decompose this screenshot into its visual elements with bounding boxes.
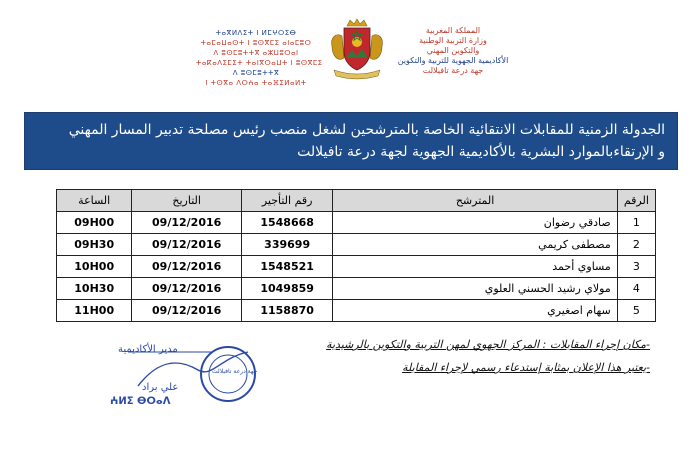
- cell-name: سهام اصغيري: [333, 300, 617, 322]
- table-header-row: [57, 190, 656, 212]
- arabic-header-line: والتكوين المهني: [426, 46, 480, 55]
- cell-date: 09/12/2016: [132, 212, 242, 234]
- tifinagh-header: [196, 28, 323, 88]
- cell-num: 1: [617, 212, 655, 234]
- arabic-header-line: وزارة التربية الوطنية: [419, 36, 487, 45]
- header-date: التاريخ: [132, 190, 242, 212]
- tifinagh-line: ⵜⴰⴳⵍⴷⵉⵜ ⵏ ⵍⵎⵖⵔⵉⴱ: [215, 29, 297, 37]
- cell-name: صادقي رضوان: [333, 212, 617, 234]
- tifinagh-line: ⵏ ⵜⵙⴳⴰ ⴷⵔⵄⴰ ⵜⴰⴼⵉⵍⴰⵍⵜ: [205, 79, 307, 87]
- cell-num: 4: [617, 278, 655, 300]
- cell-reg: 1049859: [241, 278, 332, 300]
- stamp-signature: [108, 340, 268, 416]
- cell-time: 10H30: [57, 278, 132, 300]
- note-location: -مكان إجراء المقابلات : المركز الجهوي لمهن التربية والتكوين بالرشيدية: [326, 338, 650, 351]
- cell-name: مساوي أحمد: [333, 256, 617, 278]
- cell-name: مولاي رشيد الحسني العلوي: [333, 278, 617, 300]
- title-line-2: و الإرتقاءبالموارد البشرية بالأكاديمية الجهوية لجهة درعة تافيلالت: [297, 144, 665, 160]
- cell-reg: 339699: [241, 234, 332, 256]
- cell-date: 09/12/2016: [132, 300, 242, 322]
- schedule-table: [56, 189, 656, 322]
- table-row: [57, 256, 656, 278]
- cell-date: 09/12/2016: [132, 256, 242, 278]
- cell-time: 10H00: [57, 256, 132, 278]
- title-banner: [24, 112, 678, 170]
- header-reg: رقم التأجير: [241, 190, 332, 212]
- cell-name: مصطفى كريمي: [333, 234, 617, 256]
- tifinagh-line: ⴷ ⵓⵙⵎⵓⵜⵜⴳ ⴰⵣⵡⵓⵔⴰⵏ: [213, 49, 299, 57]
- arabic-header-line: جهة درعة تافيلالت: [422, 66, 484, 75]
- cell-num: 2: [617, 234, 655, 256]
- table-row: [57, 212, 656, 234]
- cell-time: 09H30: [57, 234, 132, 256]
- cell-num: 3: [617, 256, 655, 278]
- cell-reg: 1158870: [241, 300, 332, 322]
- header-num: الرقم: [617, 190, 655, 212]
- note-official: -يعتبر هذا الإعلان بمثابة إستدعاء رسمي لإجراء المقابلة: [402, 361, 650, 374]
- header-time: الساعة: [57, 190, 132, 212]
- arabic-header-line: المملكة المغربية: [425, 26, 481, 35]
- cell-date: 09/12/2016: [132, 278, 242, 300]
- cell-time: 11H00: [57, 300, 132, 322]
- tifinagh-line: ⵜⴰⵎⴰⵡⴰⵙⵜ ⵏ ⵓⵙⴳⵎⵉ ⴰⵏⴰⵎⵓⵔ: [200, 39, 312, 47]
- title-line-1: الجدولة الزمنية للمقابلات الانتقائية الخاصة بالمترشحين لشغل منصب رئيس مصلحة تدبير المسار المهني: [68, 122, 665, 138]
- cell-reg: 1548668: [241, 212, 332, 234]
- header-name: المترشح: [333, 190, 617, 212]
- arabic-header-line: الأكاديمية الجهوية للتربية والتكوين: [397, 56, 509, 65]
- tifinagh-line: ⵜⴰⴽⴰⴷⵉⵎⵉⵜ ⵜⴰⵏⴳⵔⴰⵡⵜ ⵏ ⵓⵙⴳⵎⵉ: [196, 59, 323, 67]
- cell-reg: 1548521: [241, 256, 332, 278]
- cell-num: 5: [617, 300, 655, 322]
- morocco-coat-of-arms-icon: [328, 18, 386, 80]
- signature-name: علي براد: [142, 382, 179, 393]
- cell-date: 09/12/2016: [132, 234, 242, 256]
- seal-text: جهة درعة تافيلالت: [212, 368, 258, 375]
- notes: [320, 333, 650, 379]
- table-row: [57, 278, 656, 300]
- table-row: [57, 234, 656, 256]
- stamp-title: مدير الأكاديمية: [118, 344, 178, 355]
- table-row: [57, 300, 656, 322]
- arabic-header: [392, 26, 514, 76]
- signature-tifinagh: ⵄⵍⵉ ⴱⵔⴰⴷ: [110, 396, 171, 407]
- cell-time: 09H00: [57, 212, 132, 234]
- tifinagh-line: ⴷ ⵓⵙⵎⵓⵜⵜⴳ: [232, 69, 280, 77]
